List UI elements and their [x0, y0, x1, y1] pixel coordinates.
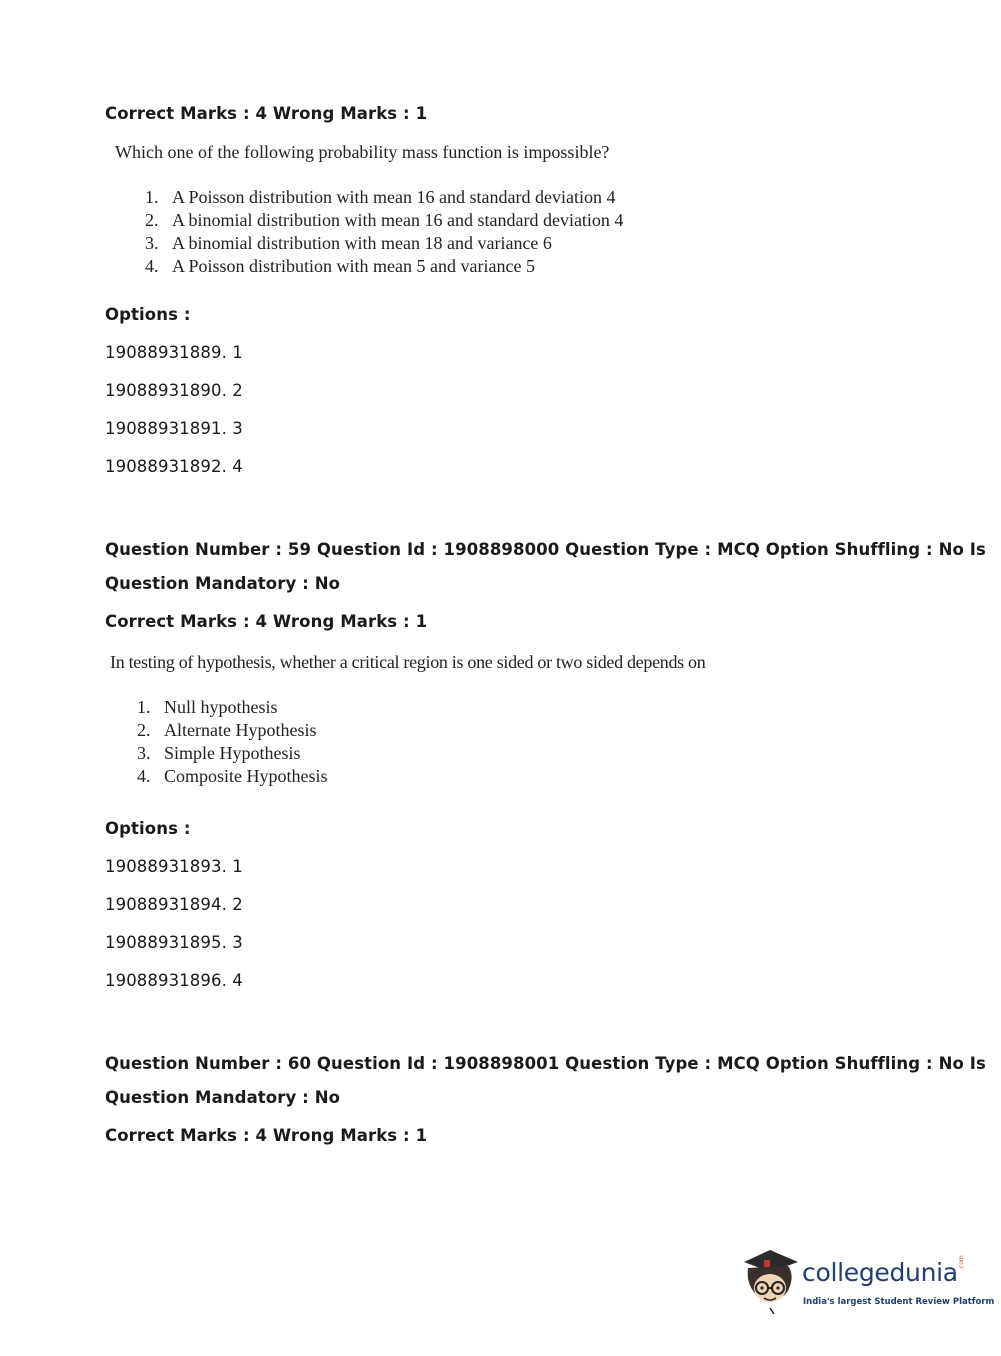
marks-line: Correct Marks : 4 Wrong Marks : 1 [105, 1126, 428, 1145]
logo-tagline: India's largest Student Review Platform [803, 1297, 995, 1307]
choice-item: 1. Null hypothesis [137, 697, 278, 717]
choice-item: 1. A Poisson distribution with mean 16 and standard deviation 4 [145, 187, 616, 207]
option-id: 19088931893. 1 [105, 857, 243, 876]
option-id: 19088931890. 2 [105, 381, 243, 400]
choice-item: 3. A binomial distribution with mean 18 and variance 6 [145, 233, 552, 253]
question-header-cont: Question Mandatory : No [105, 1088, 341, 1107]
collegedunia-logo [740, 1248, 995, 1318]
mascot-icon [740, 1248, 802, 1314]
question-header: Question Number : 59 Question Id : 1908898000 Question Type : MCQ Option Shuffling : No Is [105, 540, 986, 559]
choice-item: 4. A Poisson distribution with mean 5 and variance 5 [145, 256, 535, 276]
options-label: Options : [105, 305, 191, 324]
marks-line: Correct Marks : 4 Wrong Marks : 1 [105, 104, 428, 123]
option-id: 19088931896. 4 [105, 971, 243, 990]
options-label: Options : [105, 819, 191, 838]
question-header: Question Number : 60 Question Id : 1908898001 Question Type : MCQ Option Shuffling : No Is [105, 1054, 986, 1073]
choice-item: 4. Composite Hypothesis [137, 766, 328, 786]
option-id: 19088931891. 3 [105, 419, 243, 438]
choice-item: 2. A binomial distribution with mean 16 and standard deviation 4 [145, 210, 624, 230]
question-text: Which one of the following probability mass function is impossible? [115, 142, 610, 162]
logo-wordmark: collegedunia [802, 1258, 958, 1287]
option-id: 19088931895. 3 [105, 933, 243, 952]
choice-item: 3. Simple Hypothesis [137, 743, 301, 763]
question-header-cont: Question Mandatory : No [105, 574, 341, 593]
question-text: In testing of hypothesis, whether a critical region is one sided or two sided depends on [110, 652, 706, 672]
question-choice-list [145, 186, 623, 278]
option-id: 19088931889. 1 [105, 343, 243, 362]
logo-suffix: .com [958, 1255, 965, 1270]
question-choice-list [137, 696, 328, 788]
option-id: 19088931894. 2 [105, 895, 243, 914]
marks-line: Correct Marks : 4 Wrong Marks : 1 [105, 612, 428, 631]
choice-item: 2. Alternate Hypothesis [137, 720, 317, 740]
option-id: 19088931892. 4 [105, 457, 243, 476]
